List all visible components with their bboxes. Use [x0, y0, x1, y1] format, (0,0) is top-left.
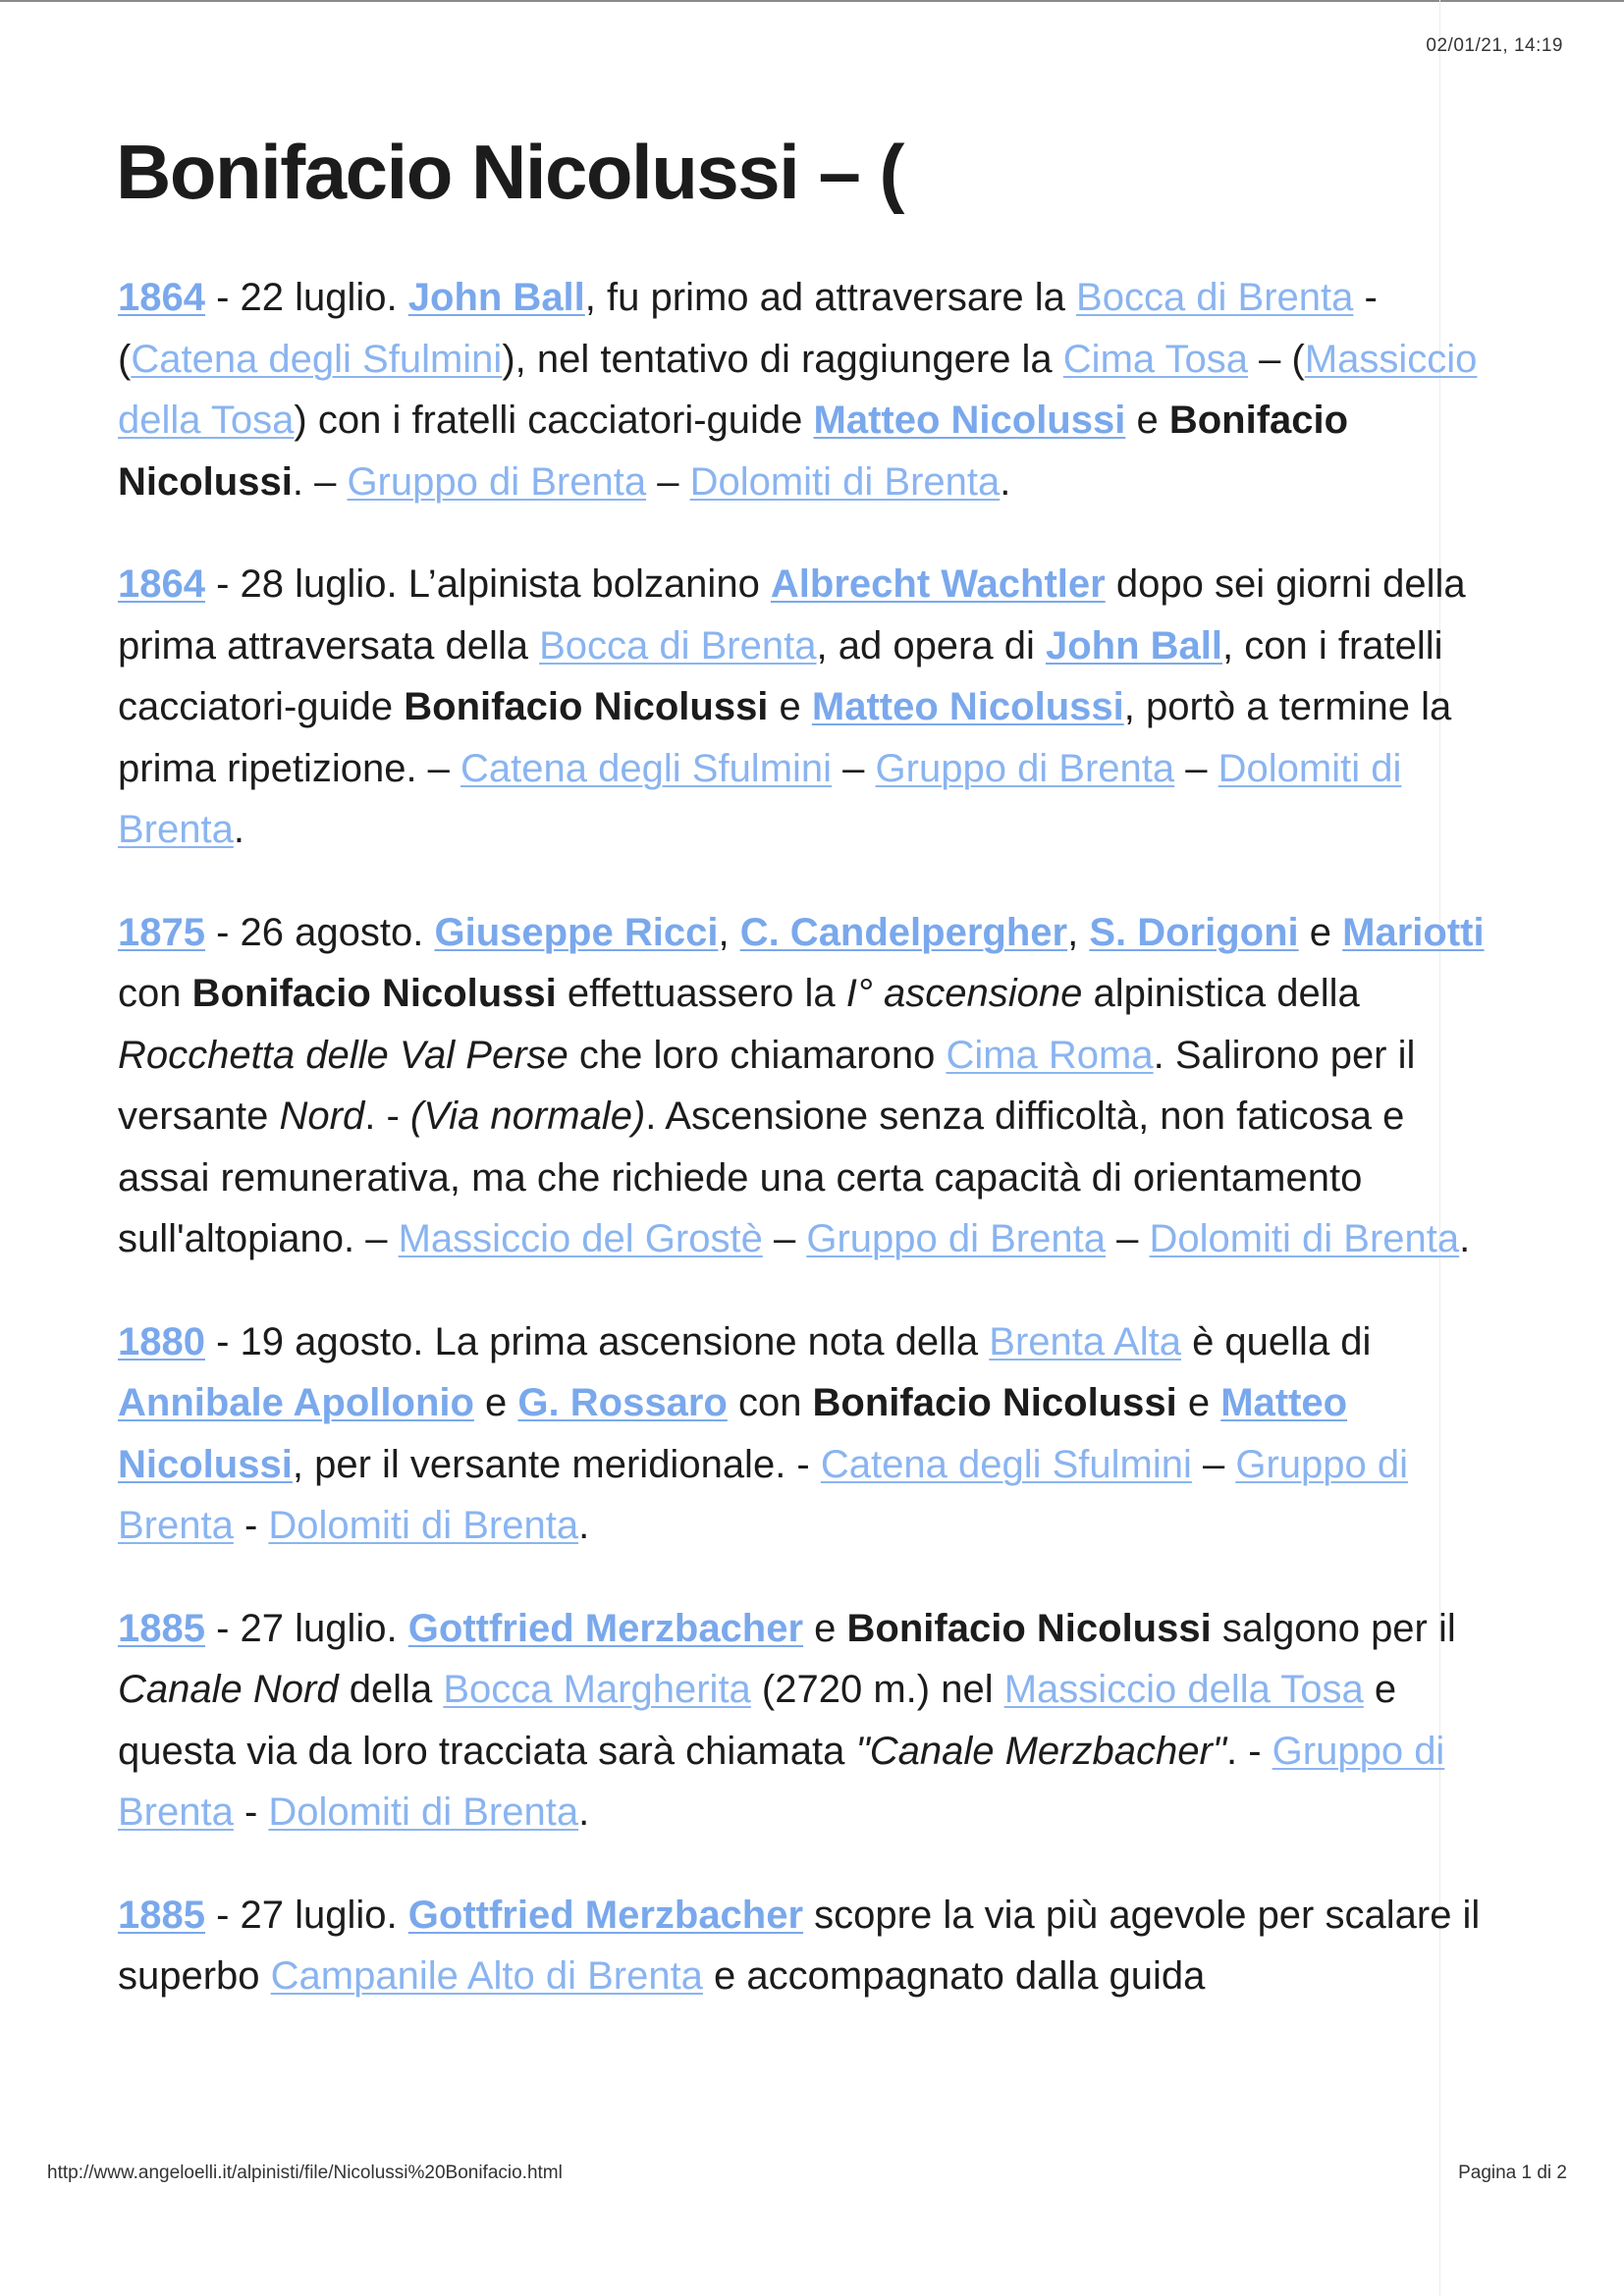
place-link-brenta-alta[interactable]: Brenta Alta — [989, 1319, 1181, 1363]
subject-name: Bonifacio Nicolussi — [404, 685, 769, 728]
person-link-john-ball[interactable]: John Ball — [1045, 623, 1223, 667]
page-number: Pagina 1 di 2 — [1458, 2163, 1567, 2183]
page-title: Bonifacio Nicolussi – ( — [116, 129, 903, 215]
timeline-entry: 1875 - 26 agosto. Giuseppe Ricci, C. Candelpergher, S. Dorigoni e Mariotti con Bonifacio Nicolussi effettuassero la I° ascensione alpinistica della Rocchetta delle Val Perse che loro chiamarono Cima Roma. Salirono per il versante Nord. - (Via normale). Ascensione senza difficoltà, non faticosa e assai remunerativa, ma che richiede una certa capacità di orientamento sull'altopiano. – Massiccio del Grostè – Gruppo di Brenta – Dolomiti di Brenta. — [118, 910, 1485, 1260]
place-link-gruppo-di-brenta[interactable]: Gruppo di Brenta — [875, 746, 1175, 790]
timeline-entry: 1880 - 19 agosto. La prima ascensione nota della Brenta Alta è quella di Annibale Apollonio e G. Rossaro con Bonifacio Nicolussi e Matteo Nicolussi, per il versante meridionale. - Catena degli Sfulmini – Gruppo di Brenta - Dolomiti di Brenta. — [118, 1319, 1409, 1547]
top-rule — [0, 0, 1624, 2]
person-link-matteo-nicolussi[interactable]: Matteo Nicolussi — [118, 1381, 1348, 1486]
timeline-entry: 1864 - 22 luglio. John Ball, fu primo ad attraversare la Bocca di Brenta - (Catena degli Sfulmini), nel tentativo di raggiungere la Cima Tosa – (Massiccio della Tosa) con i fratelli cacciatori-guide Matteo Nicolussi e Bonifacio Nicolussi. – Gruppo di Brenta – Dolomiti di Brenta. — [118, 276, 1478, 504]
timeline-entry: 1864 - 28 luglio. L’alpinista bolzanino Albrecht Wachtler dopo sei giorni della prima attraversata della Bocca di Brenta, ad opera di John Ball, con i fratelli cacciatori-guide Bonifacio Nicolussi e Matteo Nicolussi, portò a termine la prima ripetizione. – Catena degli Sfulmini – Gruppo di Brenta – Dolomiti di Brenta. — [118, 562, 1466, 851]
place-link-dolomiti-di-brenta[interactable]: Dolomiti di Brenta — [118, 746, 1402, 851]
place-link-catena-degli-sfulmini[interactable]: Catena degli Sfulmini — [460, 746, 833, 790]
place-link-gruppo-di-brenta[interactable]: Gruppo di Brenta — [118, 1442, 1409, 1547]
article-body — [118, 267, 1492, 2049]
year-link[interactable]: 1880 — [118, 1319, 205, 1363]
person-link-annibale-apollonio[interactable]: Annibale Apollonio — [118, 1381, 474, 1424]
place-link-massiccio-del-groste[interactable]: Massiccio del Grostè — [398, 1217, 763, 1260]
footer-url: http://www.angeloelli.it/alpinisti/file/Nicolussi%20Bonifacio.html — [47, 2163, 563, 2183]
place-link-catena-degli-sfulmini[interactable]: Catena degli Sfulmini — [131, 337, 503, 381]
emphasis-text: Rocchetta delle Val Perse — [118, 1033, 568, 1077]
place-link-bocca-margherita[interactable]: Bocca Margherita — [443, 1668, 751, 1711]
timeline-entry: 1885 - 27 luglio. Gottfried Merzbacher scopre la via più agevole per scalare il superbo Campanile Alto di Brenta e accompagnato dalla guida — [118, 1893, 1481, 1998]
place-link-dolomiti-di-brenta[interactable]: Dolomiti di Brenta — [689, 459, 1001, 504]
place-link-dolomiti-di-brenta[interactable]: Dolomiti di Brenta — [268, 1790, 579, 1834]
emphasis-text: Nord — [279, 1095, 365, 1138]
place-link-massiccio-della-tosa[interactable]: Massiccio della Tosa — [118, 337, 1478, 442]
year-link[interactable]: 1875 — [118, 910, 205, 954]
timeline-entry: 1885 - 27 luglio. Gottfried Merzbacher e Bonifacio Nicolussi salgono per il Canale Nord della Bocca Margherita (2720 m.) nel Massiccio della Tosa e questa via da loro tracciata sarà chiamata "Canale Merzbacher". - Gruppo di Brenta - Dolomiti di Brenta. — [118, 1606, 1456, 1834]
place-link-catena-degli-sfulmini[interactable]: Catena degli Sfulmini — [820, 1442, 1192, 1486]
print-timestamp: 02/01/21, 14:19 — [1426, 35, 1563, 56]
place-link-campanile-alto-di-brenta[interactable]: Campanile Alto di Brenta — [270, 1954, 703, 1998]
place-link-gruppo-di-brenta[interactable]: Gruppo di Brenta — [118, 1729, 1445, 1834]
year-link[interactable]: 1864 — [118, 562, 205, 606]
place-link-gruppo-di-brenta[interactable]: Gruppo di Brenta — [347, 459, 647, 504]
place-link-massiccio-della-tosa[interactable]: Massiccio della Tosa — [1003, 1668, 1364, 1711]
year-link[interactable]: 1885 — [118, 1893, 205, 1937]
place-link-cima-tosa[interactable]: Cima Tosa — [1062, 337, 1249, 381]
person-link-c-candelpergher[interactable]: C. Candelpergher — [739, 910, 1068, 954]
place-link-cima-roma[interactable]: Cima Roma — [946, 1033, 1154, 1077]
place-link-bocca-di-brenta[interactable]: Bocca di Brenta — [1076, 276, 1354, 319]
emphasis-text: (Via normale) — [409, 1095, 646, 1138]
emphasis-text: Canale Nord — [118, 1668, 339, 1711]
person-link-gottfried-merzbacher[interactable]: Gottfried Merzbacher — [407, 1893, 804, 1937]
person-link-giuseppe-ricci[interactable]: Giuseppe Ricci — [434, 910, 719, 954]
year-link[interactable]: 1864 — [118, 276, 205, 319]
subject-name: Bonifacio Nicolussi — [846, 1606, 1212, 1650]
person-link-albrecht-wachtler[interactable]: Albrecht Wachtler — [770, 562, 1106, 606]
place-link-gruppo-di-brenta[interactable]: Gruppo di Brenta — [806, 1217, 1106, 1260]
year-link[interactable]: 1885 — [118, 1606, 205, 1650]
person-link-s-dorigoni[interactable]: S. Dorigoni — [1089, 910, 1299, 954]
emphasis-text: I° ascensione — [845, 972, 1083, 1015]
person-link-mariotti[interactable]: Mariotti — [1342, 910, 1485, 954]
place-link-bocca-di-brenta[interactable]: Bocca di Brenta — [539, 623, 817, 667]
subject-name: Bonifacio Nicolussi — [118, 399, 1349, 504]
emphasis-text: "Canale Merzbacher" — [855, 1729, 1226, 1773]
place-link-dolomiti-di-brenta[interactable]: Dolomiti di Brenta — [1149, 1217, 1460, 1260]
person-link-matteo-nicolussi[interactable]: Matteo Nicolussi — [813, 399, 1126, 442]
person-link-matteo-nicolussi[interactable]: Matteo Nicolussi — [811, 685, 1124, 728]
person-link-gottfried-merzbacher[interactable]: Gottfried Merzbacher — [407, 1606, 804, 1650]
person-link-john-ball[interactable]: John Ball — [407, 276, 585, 319]
subject-name: Bonifacio Nicolussi — [191, 972, 557, 1015]
subject-name: Bonifacio Nicolussi — [812, 1381, 1177, 1424]
person-link-g-rossaro[interactable]: G. Rossaro — [517, 1381, 728, 1424]
place-link-dolomiti-di-brenta[interactable]: Dolomiti di Brenta — [268, 1504, 579, 1547]
